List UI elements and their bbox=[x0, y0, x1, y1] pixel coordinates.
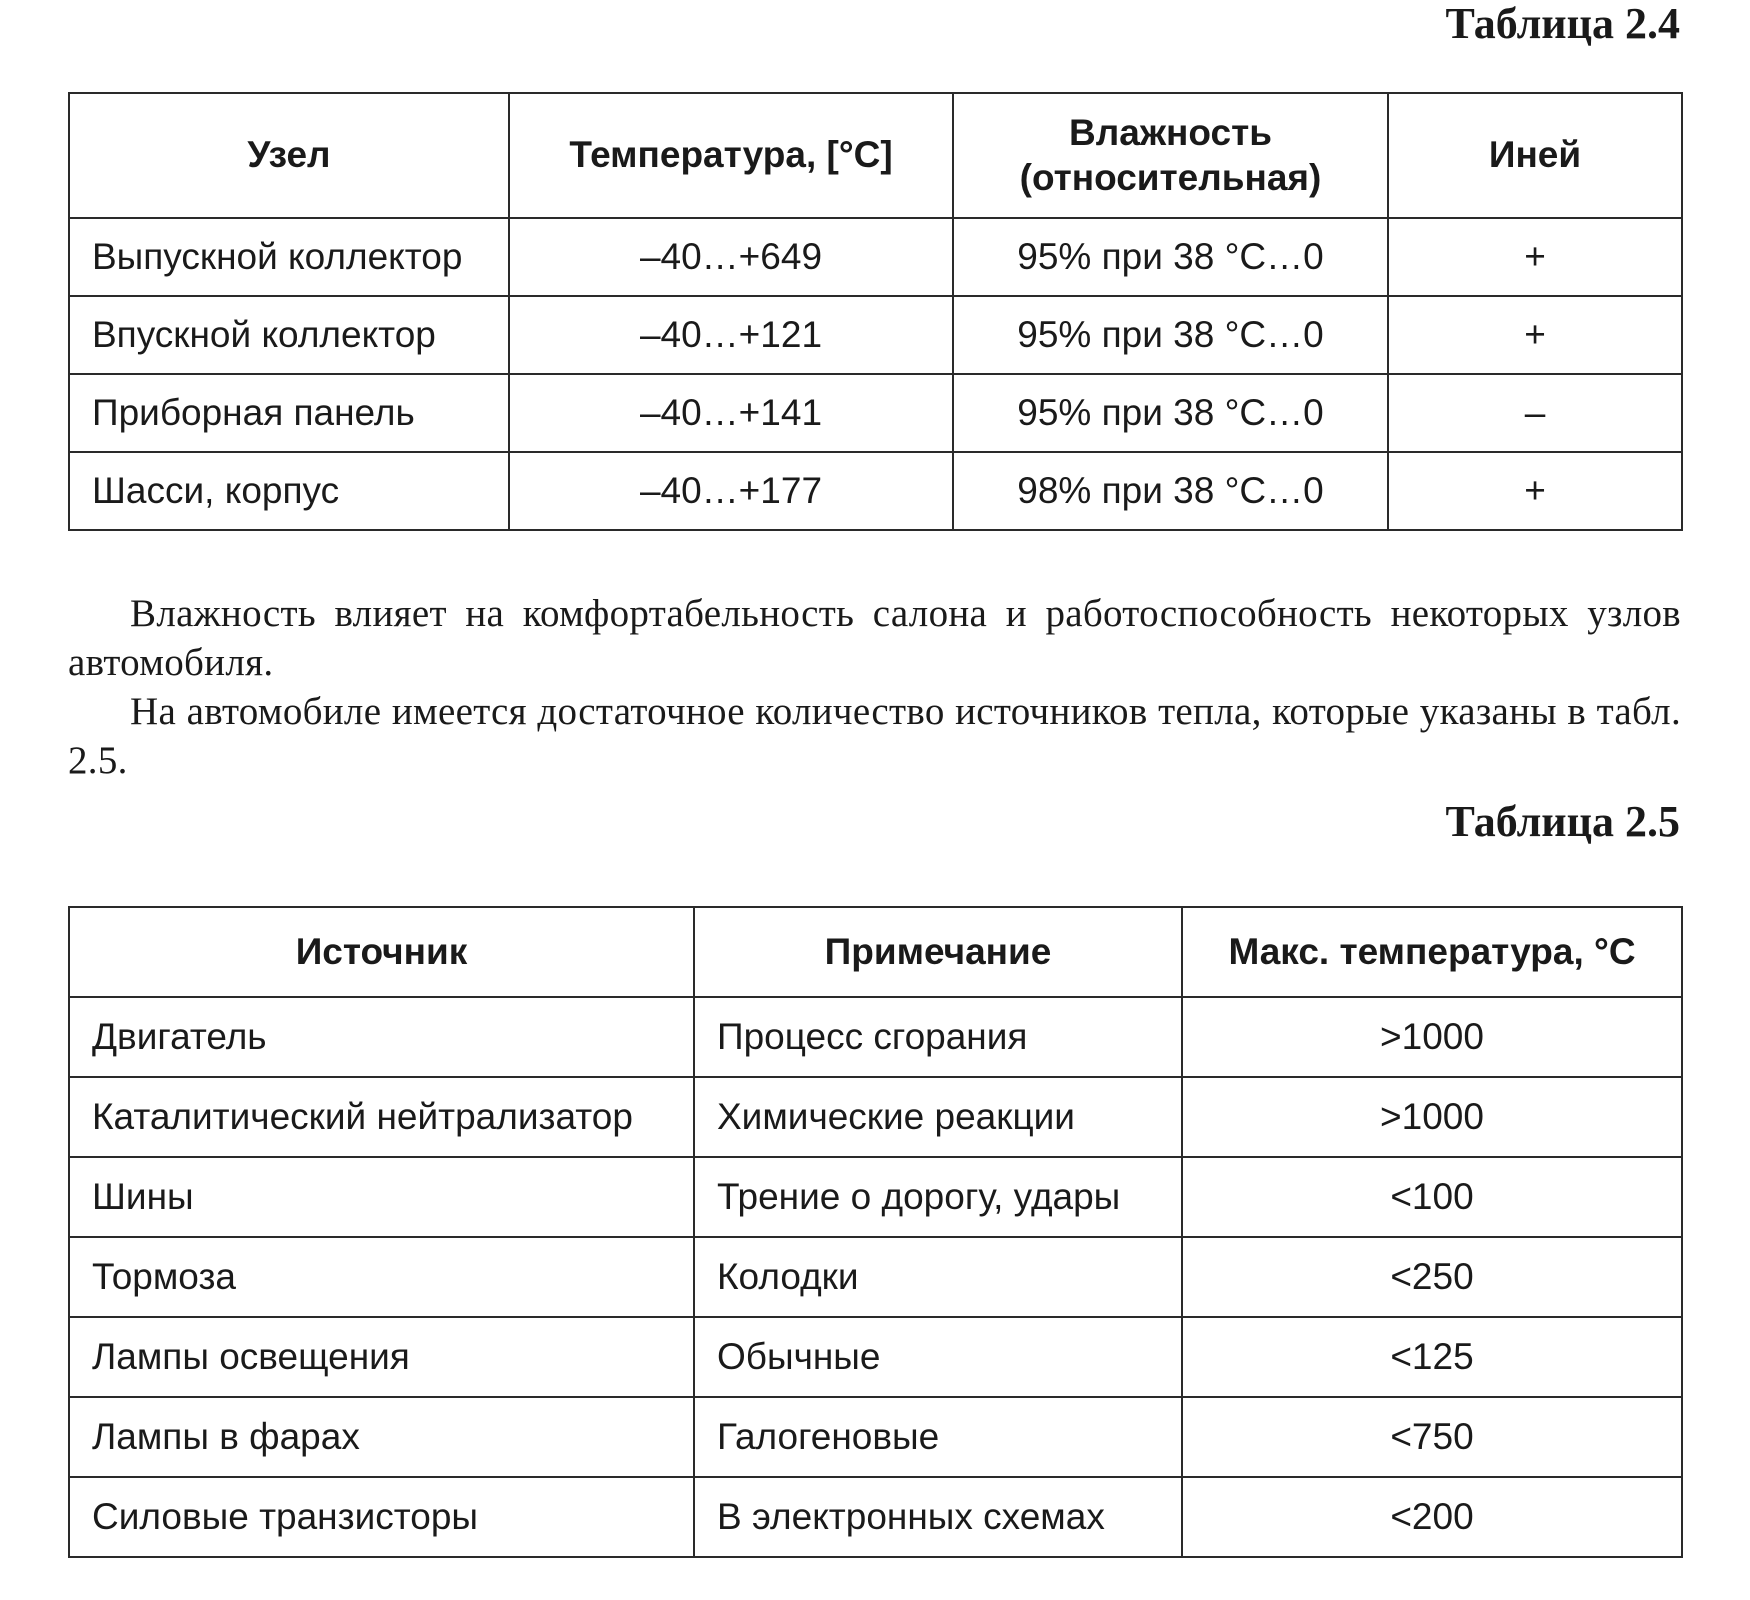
cell-humidity: 98% при 38 °С…0 bbox=[953, 452, 1388, 530]
cell-note: Галогеновые bbox=[694, 1397, 1182, 1477]
cell-temperature: –40…+649 bbox=[509, 218, 953, 296]
cell-frost: + bbox=[1388, 452, 1682, 530]
table-row bbox=[69, 1157, 1682, 1237]
header-source: Источник bbox=[69, 907, 694, 997]
cell-max-temperature: <250 bbox=[1182, 1237, 1682, 1317]
cell-node: Выпускной коллектор bbox=[69, 218, 509, 296]
header-humidity: Влажность (относительная) bbox=[953, 93, 1388, 218]
table-row bbox=[69, 1237, 1682, 1317]
table-row bbox=[69, 296, 1682, 374]
cell-max-temperature: <100 bbox=[1182, 1157, 1682, 1237]
table-2-4-caption: Таблица 2.4 bbox=[1445, 0, 1680, 48]
cell-frost: + bbox=[1388, 218, 1682, 296]
table-row bbox=[69, 1317, 1682, 1397]
cell-humidity: 95% при 38 °С…0 bbox=[953, 218, 1388, 296]
cell-node: Приборная панель bbox=[69, 374, 509, 452]
cell-frost: + bbox=[1388, 296, 1682, 374]
cell-source: Лампы в фарах bbox=[69, 1397, 694, 1477]
table-row bbox=[69, 452, 1682, 530]
table-row bbox=[69, 374, 1682, 452]
cell-max-temperature: <750 bbox=[1182, 1397, 1682, 1477]
table-2-5-caption: Таблица 2.5 bbox=[1445, 797, 1680, 846]
cell-note: В электронных схемах bbox=[694, 1477, 1182, 1557]
header-max-temperature: Макс. температура, °C bbox=[1182, 907, 1682, 997]
cell-note: Обычные bbox=[694, 1317, 1182, 1397]
cell-source: Тормоза bbox=[69, 1237, 694, 1317]
cell-humidity: 95% при 38 °С…0 bbox=[953, 374, 1388, 452]
table-row bbox=[69, 218, 1682, 296]
paragraph-heat-sources: На автомобиле имеется достаточное количество источников тепла, которые указаны в табл. 2.5. bbox=[68, 690, 1681, 782]
cell-node: Впускной коллектор bbox=[69, 296, 509, 374]
table-2-5 bbox=[68, 906, 1683, 1558]
cell-frost: – bbox=[1388, 374, 1682, 452]
header-node: Узел bbox=[69, 93, 509, 218]
cell-source: Шины bbox=[69, 1157, 694, 1237]
table-row bbox=[69, 1477, 1682, 1557]
cell-max-temperature: >1000 bbox=[1182, 1077, 1682, 1157]
cell-max-temperature: >1000 bbox=[1182, 997, 1682, 1077]
table-header-row bbox=[69, 907, 1682, 997]
cell-source: Силовые транзисторы bbox=[69, 1477, 694, 1557]
cell-humidity: 95% при 38 °С…0 bbox=[953, 296, 1388, 374]
header-note: Примечание bbox=[694, 907, 1182, 997]
cell-note: Химические реакции bbox=[694, 1077, 1182, 1157]
cell-max-temperature: <125 bbox=[1182, 1317, 1682, 1397]
header-frost: Иней bbox=[1388, 93, 1682, 218]
table-row bbox=[69, 1397, 1682, 1477]
cell-note: Колодки bbox=[694, 1237, 1182, 1317]
cell-note: Процесс сгорания bbox=[694, 997, 1182, 1077]
table-row bbox=[69, 997, 1682, 1077]
header-temperature: Температура, [°C] bbox=[509, 93, 953, 218]
cell-max-temperature: <200 bbox=[1182, 1477, 1682, 1557]
cell-source: Лампы освещения bbox=[69, 1317, 694, 1397]
cell-temperature: –40…+177 bbox=[509, 452, 953, 530]
cell-note: Трение о дорогу, удары bbox=[694, 1157, 1182, 1237]
table-2-4 bbox=[68, 92, 1683, 531]
table-header-row bbox=[69, 93, 1682, 218]
table-row bbox=[69, 1077, 1682, 1157]
cell-source: Двигатель bbox=[69, 997, 694, 1077]
paragraph-humidity: Влажность влияет на комфортабельность салона и работоспособность некоторых узлов автомобиля. bbox=[68, 592, 1681, 684]
cell-temperature: –40…+141 bbox=[509, 374, 953, 452]
cell-node: Шасси, корпус bbox=[69, 452, 509, 530]
cell-source: Каталитический нейтрализатор bbox=[69, 1077, 694, 1157]
cell-temperature: –40…+121 bbox=[509, 296, 953, 374]
